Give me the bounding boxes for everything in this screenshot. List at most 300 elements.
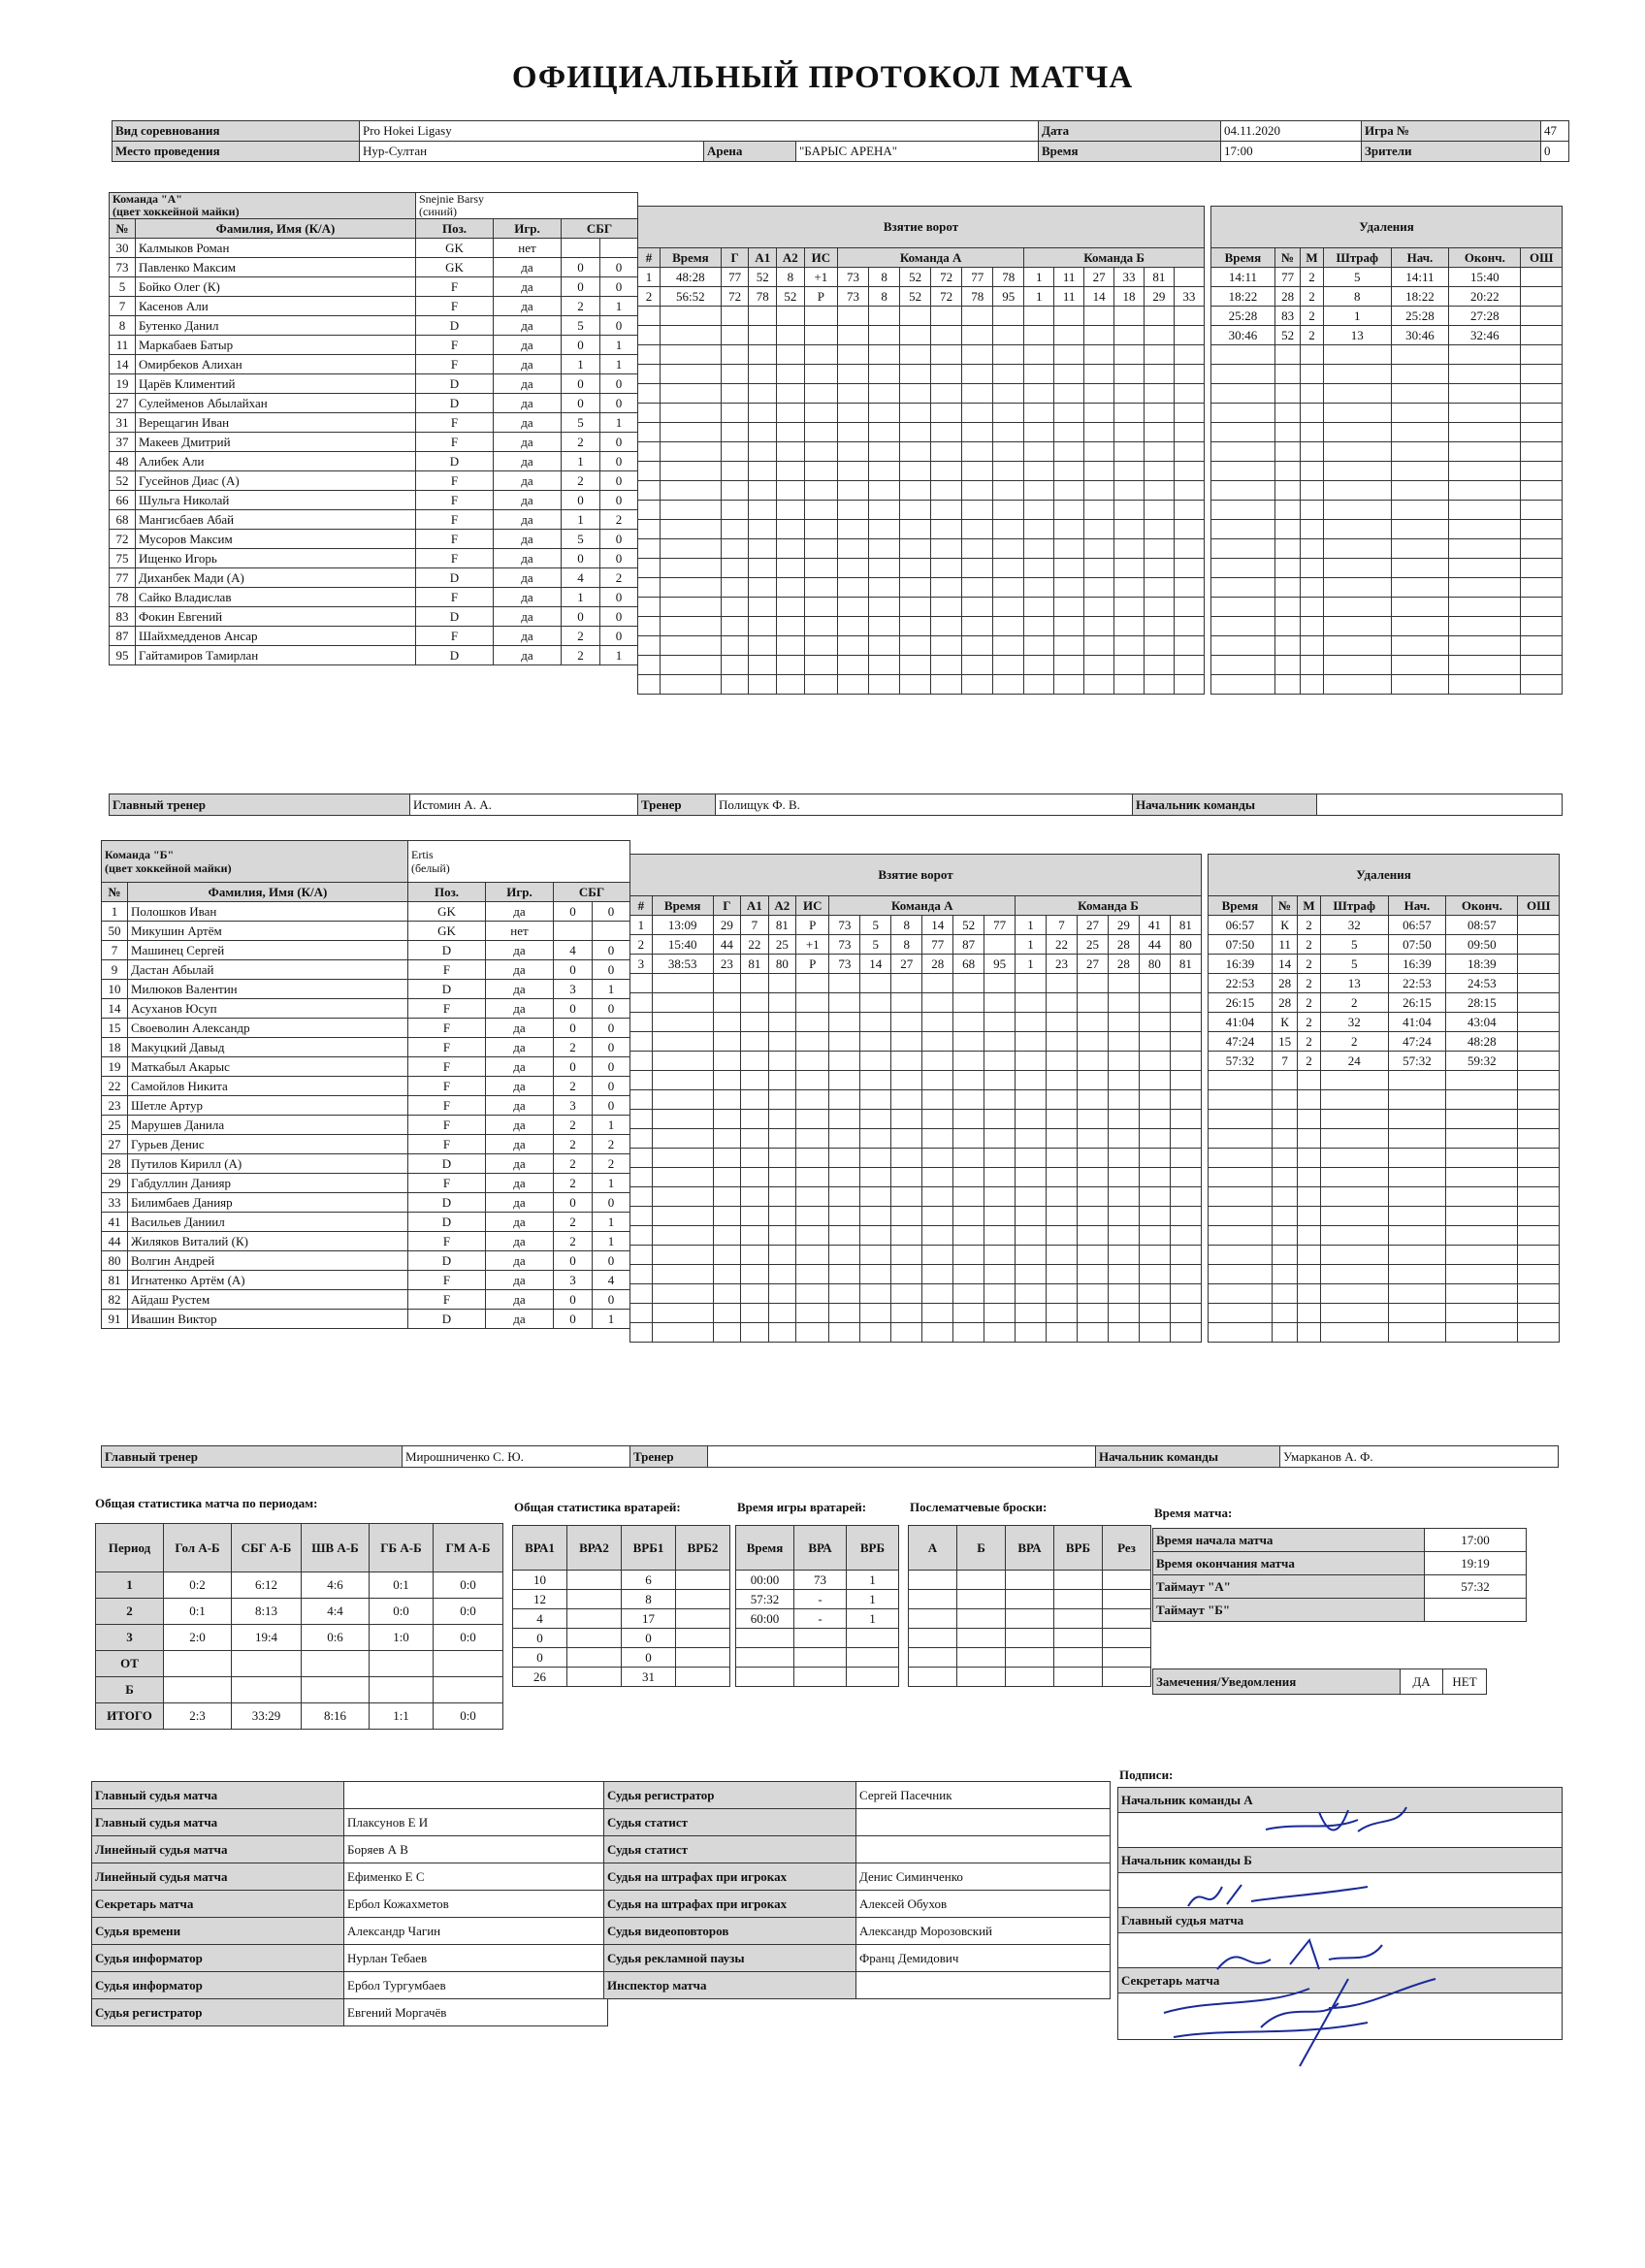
team-a-manager (1317, 794, 1563, 816)
table-row (513, 1590, 730, 1609)
table-cell (829, 1052, 860, 1071)
table-cell (1108, 1168, 1139, 1187)
table-cell (721, 345, 749, 365)
table-row (102, 999, 630, 1019)
table-cell: 15:40 (1449, 268, 1521, 287)
table-cell (931, 559, 962, 578)
table-cell (900, 384, 931, 404)
table-cell (1298, 1226, 1320, 1246)
table-cell (1077, 1304, 1108, 1323)
table-cell: 22:53 (1388, 974, 1445, 993)
table-cell (829, 1032, 860, 1052)
table-cell: 0 (600, 316, 638, 336)
table-cell (638, 520, 661, 539)
table-cell (1114, 520, 1145, 539)
team-b-jersey-label: (цвет хоккейной майки) (105, 861, 232, 875)
table-cell (630, 1052, 653, 1071)
table-cell (1320, 1323, 1388, 1343)
table-cell: 56:52 (660, 287, 721, 307)
table-cell (953, 1071, 984, 1090)
table-row (638, 404, 1205, 423)
table-cell (900, 423, 931, 442)
team-b-staff (101, 1445, 1559, 1468)
table-row (513, 1571, 730, 1590)
table-cell (1144, 384, 1174, 404)
table-cell (804, 539, 837, 559)
table-cell (1391, 423, 1448, 442)
table-cell (931, 481, 962, 501)
table-cell: Сергей Пасечник (856, 1782, 1111, 1809)
table-cell: 44 (1139, 935, 1170, 955)
table-cell: 5 (860, 916, 891, 935)
table-cell (1518, 935, 1560, 955)
table-cell (721, 404, 749, 423)
table-cell (1320, 1304, 1388, 1323)
table-cell (1006, 1629, 1054, 1648)
team-a-coach: Истомин А. А. (410, 794, 638, 816)
table-cell (1298, 1129, 1320, 1149)
table-cell (638, 675, 661, 695)
table-cell (860, 1168, 891, 1187)
table-cell (804, 501, 837, 520)
table-cell (1209, 1284, 1273, 1304)
table-cell (804, 307, 837, 326)
table-cell (984, 1149, 1016, 1168)
table-cell: 31 (110, 413, 136, 433)
table-cell (984, 1129, 1016, 1149)
table-cell (630, 1129, 653, 1149)
table-cell (1024, 598, 1054, 617)
table-cell (1006, 1668, 1054, 1687)
table-cell: 81 (768, 916, 796, 935)
table-cell (1024, 345, 1054, 365)
table-row (638, 559, 1205, 578)
table-cell (891, 1284, 922, 1304)
table-cell (1016, 974, 1047, 993)
table-row (1209, 1013, 1560, 1032)
table-cell: 2 (1298, 916, 1320, 935)
table-cell (1024, 404, 1054, 423)
table-cell: 2 (1320, 1032, 1388, 1052)
table-cell (931, 326, 962, 345)
table-cell (1388, 1246, 1445, 1265)
table-cell (1391, 501, 1448, 520)
table-cell (1209, 1129, 1273, 1149)
table-cell (829, 1304, 860, 1323)
match-time-table (1152, 1528, 1527, 1622)
table-cell (1446, 1090, 1518, 1110)
table-cell: 2 (1301, 326, 1323, 345)
table-cell: да (486, 1174, 554, 1193)
table-cell: 82 (102, 1290, 128, 1310)
table-cell: 06:57 (1388, 916, 1445, 935)
table-cell (713, 1090, 741, 1110)
table-cell (1077, 1013, 1108, 1032)
table-cell (721, 307, 749, 326)
table-cell (962, 365, 993, 384)
table-cell (777, 539, 805, 559)
table-cell (1016, 1304, 1047, 1323)
table-row (909, 1590, 1151, 1609)
table-cell (796, 1323, 829, 1343)
table-cell (1388, 1284, 1445, 1304)
table-cell: 0:1 (164, 1599, 232, 1625)
table-cell (1301, 442, 1323, 462)
table-row (102, 1135, 630, 1154)
table-row (110, 297, 638, 316)
table-cell: 59:32 (1446, 1052, 1518, 1071)
table-cell (962, 539, 993, 559)
table-cell (713, 1265, 741, 1284)
table-cell (741, 1207, 769, 1226)
notes-yes[interactable]: ДА (1401, 1669, 1443, 1695)
table-cell (1272, 1207, 1298, 1226)
table-cell (1388, 1110, 1445, 1129)
table-cell (1077, 1323, 1108, 1343)
table-cell (931, 423, 962, 442)
table-cell (1521, 656, 1563, 675)
table-cell (847, 1648, 899, 1668)
table-cell (660, 559, 721, 578)
table-cell: 18 (1114, 287, 1145, 307)
table-cell (660, 675, 721, 695)
table-cell (1272, 1129, 1298, 1149)
table-row (604, 1945, 1111, 1972)
table-cell (593, 922, 630, 941)
table-cell (796, 1226, 829, 1246)
table-cell (1449, 442, 1521, 462)
table-cell: Евгений Моргачёв (344, 1999, 608, 2026)
table-cell: 0 (562, 394, 600, 413)
table-row (110, 568, 638, 588)
table-cell (652, 974, 713, 993)
table-cell (794, 1668, 847, 1687)
table-cell (804, 481, 837, 501)
table-cell (1521, 326, 1563, 345)
table-cell (1391, 578, 1448, 598)
table-cell: 23 (1047, 955, 1078, 974)
table-cell (1209, 1265, 1273, 1284)
table-cell: 78 (962, 287, 993, 307)
table-cell: 77 (962, 268, 993, 287)
table-row (638, 307, 1205, 326)
table-cell (777, 520, 805, 539)
so-h-gka: ВРА (1006, 1526, 1054, 1571)
table-cell (891, 1110, 922, 1129)
table-cell (1114, 559, 1145, 578)
table-row (1211, 617, 1563, 636)
table-cell: 06:57 (1209, 916, 1273, 935)
table-cell (1144, 559, 1174, 578)
table-cell: 52 (749, 268, 777, 287)
table-cell (1320, 1246, 1388, 1265)
table-cell: 13 (1320, 974, 1388, 993)
table-cell (652, 1226, 713, 1246)
table-cell: 28 (922, 955, 953, 974)
table-row (736, 1629, 899, 1648)
table-cell (829, 1110, 860, 1129)
table-cell (909, 1648, 957, 1668)
table-cell: 41 (1139, 916, 1170, 935)
table-cell (562, 239, 600, 258)
handwritten-signature-1 (1261, 1802, 1416, 1841)
table-row (630, 955, 1202, 974)
table-cell: 73 (838, 287, 869, 307)
table-cell (869, 559, 900, 578)
table-cell: 1 (600, 646, 638, 665)
table-cell (1320, 1265, 1388, 1284)
team-a-label: Команда "А" (113, 192, 182, 206)
table-cell: 2 (96, 1599, 164, 1625)
table-cell (1518, 993, 1560, 1013)
table-cell: 29 (1108, 916, 1139, 935)
team-b-goal-rows (630, 916, 1202, 1343)
table-cell (953, 1265, 984, 1284)
gt-h-b: ВРБ (847, 1526, 899, 1571)
table-cell (984, 1304, 1016, 1323)
table-row (92, 1809, 608, 1836)
table-cell: F (408, 960, 486, 980)
table-cell (922, 1284, 953, 1304)
table-cell: 0 (562, 277, 600, 297)
table-cell (1139, 1052, 1170, 1071)
table-cell: 72 (721, 287, 749, 307)
table-cell (1054, 1571, 1103, 1590)
table-cell: 52 (1274, 326, 1301, 345)
table-cell: Линейный судья матча (92, 1863, 344, 1891)
table-cell (1084, 365, 1114, 384)
table-cell (993, 462, 1024, 481)
table-cell (860, 993, 891, 1013)
table-cell (1446, 1226, 1518, 1246)
table-cell (1274, 501, 1301, 520)
table-cell (860, 1129, 891, 1149)
table-cell (1323, 520, 1391, 539)
table-cell: 2 (1320, 993, 1388, 1013)
table-cell (1274, 617, 1301, 636)
table-cell (869, 617, 900, 636)
table-cell (922, 1226, 953, 1246)
table-cell (984, 993, 1016, 1013)
table-row (1211, 520, 1563, 539)
table-cell (768, 1284, 796, 1304)
table-cell (1391, 365, 1448, 384)
table-cell (164, 1677, 232, 1703)
table-row (102, 1310, 630, 1329)
table-cell (721, 598, 749, 617)
officials-left-rows (92, 1782, 608, 2026)
officials-right-table (603, 1781, 1111, 1999)
table-cell (891, 1187, 922, 1207)
table-cell: 14 (1272, 955, 1298, 974)
ps-h-pp: ГБ А-Б (370, 1524, 434, 1572)
table-cell: 0 (513, 1648, 567, 1668)
table-cell: да (494, 336, 562, 355)
table-cell (1144, 423, 1174, 442)
table-cell: GK (408, 902, 486, 922)
table-cell (741, 1149, 769, 1168)
table-cell (660, 423, 721, 442)
table-cell: 2 (1301, 268, 1323, 287)
table-cell (1298, 1149, 1320, 1168)
table-cell (984, 1284, 1016, 1304)
table-cell: 1 (593, 1213, 630, 1232)
table-cell (1521, 462, 1563, 481)
table-cell: 7 (1047, 916, 1078, 935)
table-cell (1114, 539, 1145, 559)
table-cell (860, 1323, 891, 1343)
table-cell (1016, 1323, 1047, 1343)
table-cell: 0 (600, 471, 638, 491)
table-row (1209, 1304, 1560, 1323)
table-cell: D (416, 646, 494, 665)
table-cell (796, 1052, 829, 1071)
table-cell: Макеев Дмитрий (136, 433, 416, 452)
table-cell: 07:50 (1209, 935, 1273, 955)
table-cell (1272, 1071, 1298, 1090)
table-cell: да (486, 1213, 554, 1232)
table-cell (931, 345, 962, 365)
table-cell: 28 (1272, 974, 1298, 993)
g-team-a: Команда А (829, 896, 1016, 916)
table-cell (1211, 404, 1275, 423)
notes-table (1152, 1669, 1487, 1695)
table-cell (302, 1651, 370, 1677)
table-cell (1174, 384, 1204, 404)
table-cell (1139, 1013, 1170, 1032)
table-cell (1016, 993, 1047, 1013)
table-cell (676, 1668, 730, 1687)
table-row (630, 1110, 1202, 1129)
table-row (630, 1168, 1202, 1187)
team-a-jersey-label: (цвет хоккейной майки) (113, 205, 240, 218)
table-cell: Плаксунов Е И (344, 1809, 608, 1836)
table-cell: 2:3 (164, 1703, 232, 1730)
table-cell (1108, 1129, 1139, 1149)
table-cell (1272, 1323, 1298, 1343)
table-cell (1077, 1149, 1108, 1168)
table-cell (777, 345, 805, 365)
table-cell (721, 656, 749, 675)
table-cell (1108, 1149, 1139, 1168)
table-cell (1521, 365, 1563, 384)
notes-no[interactable]: НЕТ (1443, 1669, 1487, 1695)
table-row (1211, 307, 1563, 326)
table-cell: 3 (630, 955, 653, 974)
table-cell (900, 462, 931, 481)
table-row (1209, 1090, 1560, 1110)
table-cell (1298, 1207, 1320, 1226)
table-cell (838, 307, 869, 326)
table-cell (638, 501, 661, 520)
table-cell (1521, 559, 1563, 578)
table-cell (713, 1071, 741, 1090)
table-cell (869, 384, 900, 404)
table-cell (922, 1052, 953, 1071)
table-cell (741, 993, 769, 1013)
p-fine: Штраф (1323, 248, 1391, 268)
table-cell: 28 (1274, 287, 1301, 307)
table-cell: 4 (513, 1609, 567, 1629)
table-cell (1518, 1246, 1560, 1265)
table-cell (660, 578, 721, 598)
table-cell (1211, 559, 1275, 578)
table-cell (630, 1168, 653, 1187)
table-row (630, 1284, 1202, 1304)
table-cell: 0 (593, 941, 630, 960)
table-cell (1449, 384, 1521, 404)
table-cell (962, 598, 993, 617)
table-cell (736, 1668, 794, 1687)
table-cell (796, 1149, 829, 1168)
table-cell: 2 (1301, 287, 1323, 307)
table-row (102, 1213, 630, 1232)
table-cell (1108, 1304, 1139, 1323)
table-cell (891, 1032, 922, 1052)
table-cell: Главный судья матча (92, 1809, 344, 1836)
table-cell: Шетле Артур (128, 1096, 408, 1116)
table-row (92, 1918, 608, 1945)
table-row (604, 1972, 1111, 1999)
table-cell (953, 1207, 984, 1226)
table-cell (721, 384, 749, 404)
table-cell: 4 (554, 941, 593, 960)
table-cell: да (494, 646, 562, 665)
table-cell (1320, 1284, 1388, 1304)
table-cell: 30:46 (1211, 326, 1275, 345)
table-cell (713, 1032, 741, 1052)
table-cell: D (416, 568, 494, 588)
team-b-player-rows (102, 902, 630, 1329)
table-cell: 7 (110, 297, 136, 316)
table-cell (1391, 384, 1448, 404)
table-cell (1391, 675, 1448, 695)
table-cell: Ербол Кожахметов (344, 1891, 608, 1918)
p-osh: ОШ (1518, 896, 1560, 916)
table-cell (1323, 365, 1391, 384)
table-cell (1388, 1168, 1445, 1187)
table-cell: F (408, 1116, 486, 1135)
table-cell (1274, 481, 1301, 501)
table-cell (1054, 1648, 1103, 1668)
table-cell: 4 (562, 568, 600, 588)
table-cell (1272, 1187, 1298, 1207)
table-cell: 8 (869, 287, 900, 307)
table-cell (1211, 520, 1275, 539)
table-cell (796, 1207, 829, 1226)
table-cell (931, 501, 962, 520)
table-cell (984, 1071, 1016, 1090)
g-team-b: Команда Б (1016, 896, 1202, 916)
table-cell (962, 384, 993, 404)
table-cell (1174, 442, 1204, 462)
table-cell (1518, 955, 1560, 974)
table-cell: 87 (110, 627, 136, 646)
table-cell (1047, 1207, 1078, 1226)
table-cell: 8 (622, 1590, 676, 1609)
table-cell (869, 442, 900, 462)
table-cell: 09:50 (1446, 935, 1518, 955)
table-cell: 80 (102, 1251, 128, 1271)
table-row (638, 578, 1205, 598)
table-cell (1446, 1323, 1518, 1343)
table-cell (1024, 539, 1054, 559)
table-cell: 27 (1084, 268, 1114, 287)
table-cell: 68 (110, 510, 136, 530)
table-cell (676, 1590, 730, 1609)
table-cell (638, 442, 661, 462)
table-cell (922, 1187, 953, 1207)
